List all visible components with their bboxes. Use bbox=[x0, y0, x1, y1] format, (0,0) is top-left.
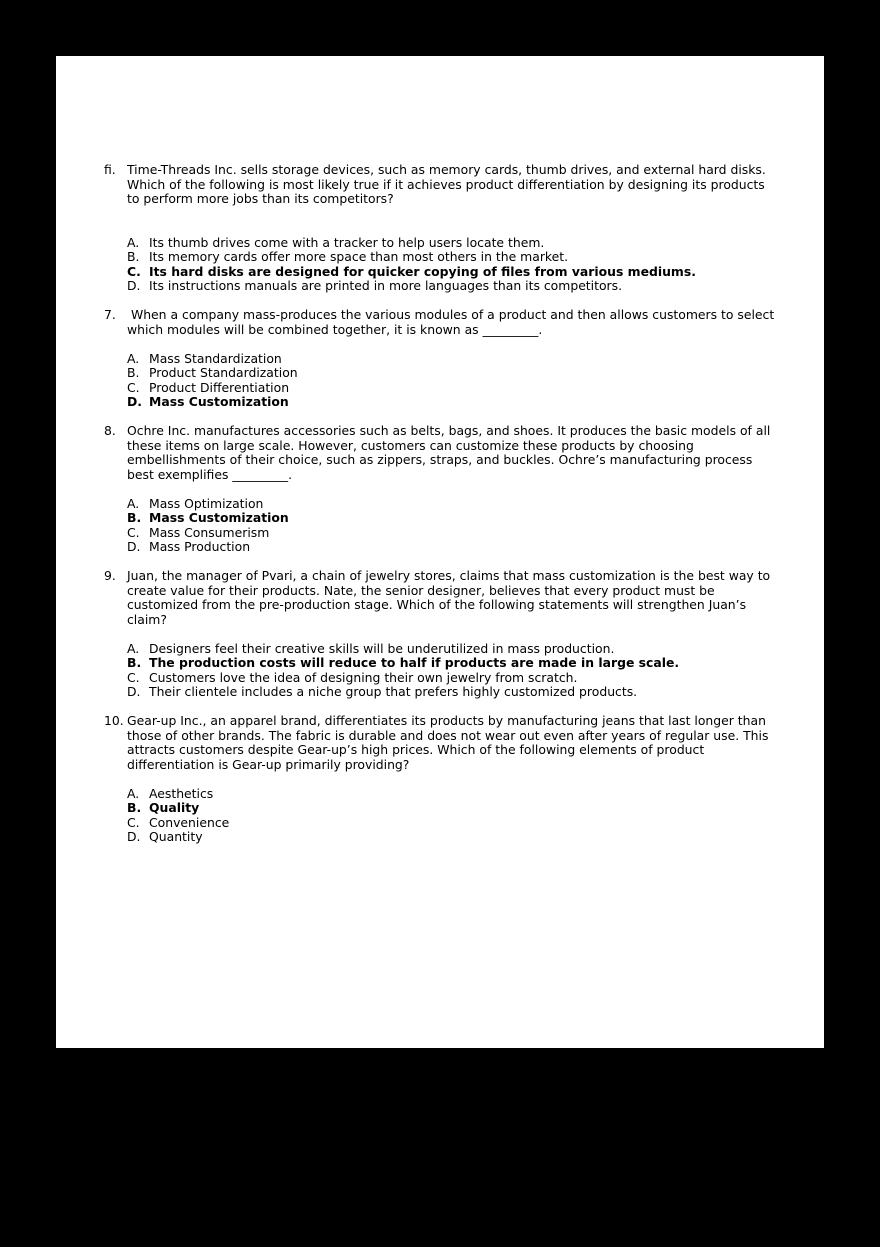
option-c bbox=[127, 816, 776, 831]
option-letter: A. bbox=[127, 640, 140, 656]
option-c bbox=[127, 671, 776, 686]
option-text: Quality bbox=[149, 800, 200, 815]
option-text: Mass Standardization bbox=[149, 350, 282, 366]
option-letter: A. bbox=[127, 785, 140, 801]
answer-options bbox=[104, 787, 776, 845]
question-number: fi. bbox=[104, 162, 116, 177]
option-b-correct bbox=[127, 801, 776, 816]
question-10 bbox=[104, 714, 776, 772]
question-text: Time-Threads Inc. sells storage devices, such as memory cards, thumb drives, and external hard disks. Which of the following is most likely true if it achieves product differentiation by designing its products to perform more jobs than its competitors? bbox=[127, 162, 766, 206]
question-number: 7. bbox=[104, 307, 116, 322]
option-a bbox=[127, 352, 776, 367]
option-a bbox=[127, 787, 776, 802]
option-letter: B. bbox=[127, 510, 142, 525]
option-b-correct bbox=[127, 511, 776, 526]
option-b bbox=[127, 250, 776, 265]
option-a bbox=[127, 236, 776, 251]
document-page bbox=[56, 56, 824, 1048]
option-c bbox=[127, 526, 776, 541]
option-text: Product Differentiation bbox=[149, 379, 290, 395]
option-letter: A. bbox=[127, 350, 140, 366]
question-6 bbox=[104, 163, 776, 207]
option-letter: C. bbox=[127, 263, 141, 279]
option-text: Their clientele includes a niche group that prefers highly customized products. bbox=[149, 684, 638, 699]
question-number: 8. bbox=[104, 423, 116, 438]
option-letter: C. bbox=[127, 814, 140, 830]
option-text: Customers love the idea of designing their own jewelry from scratch. bbox=[149, 669, 578, 685]
option-text: Its hard disks are designed for quicker copying of files from various mediums. bbox=[149, 263, 696, 279]
option-text: Mass Customization bbox=[149, 394, 289, 409]
option-letter: A. bbox=[127, 234, 140, 250]
option-d bbox=[127, 279, 776, 294]
question-text: Juan, the manager of Pvari, a chain of jewelry stores, claims that mass customization is the best way to create value for their products. Nate, the senior designer, believes that every product must be customized from the pre-production stage. Which of the following statements will strengthen Juan’s claim? bbox=[127, 568, 771, 627]
answer-options bbox=[104, 497, 776, 555]
option-letter: D. bbox=[127, 829, 141, 844]
option-d bbox=[127, 540, 776, 555]
option-text: Aesthetics bbox=[149, 785, 214, 801]
option-a bbox=[127, 497, 776, 512]
option-d bbox=[127, 830, 776, 845]
option-letter: B. bbox=[127, 365, 140, 380]
option-d bbox=[127, 685, 776, 700]
option-text: The production costs will reduce to half if products are made in large scale. bbox=[149, 655, 680, 670]
question-7 bbox=[104, 307, 779, 337]
option-text: Designers feel their creative skills will be underutilized in mass production. bbox=[149, 640, 615, 656]
option-c bbox=[127, 381, 776, 396]
option-letter: C. bbox=[127, 524, 140, 540]
option-letter: B. bbox=[127, 249, 140, 264]
option-letter: B. bbox=[127, 655, 142, 670]
answer-options bbox=[104, 352, 776, 410]
question-9 bbox=[104, 569, 776, 627]
option-letter: C. bbox=[127, 669, 140, 685]
option-text: Mass Production bbox=[149, 539, 251, 554]
option-a bbox=[127, 642, 776, 657]
option-b bbox=[127, 366, 776, 381]
option-text: Convenience bbox=[149, 814, 230, 830]
option-text: Mass Consumerism bbox=[149, 524, 270, 540]
option-letter: A. bbox=[127, 495, 140, 511]
option-letter: B. bbox=[127, 800, 142, 815]
answer-options bbox=[104, 236, 776, 294]
question-text: Ochre Inc. manufactures accessories such as belts, bags, and shoes. It produces the basic models of all these items on large scale. However, customers can customize these products by choosing embellishments of their choice, such as zippers, straps, and buckles. Ochre’s manufacturing process best exemplifies _________. bbox=[127, 423, 771, 482]
option-letter: D. bbox=[127, 539, 141, 554]
option-letter: D. bbox=[127, 278, 141, 293]
answer-options bbox=[104, 642, 776, 700]
option-text: Its instructions manuals are printed in more languages than its competitors. bbox=[149, 278, 623, 293]
option-text: Quantity bbox=[149, 829, 203, 844]
question-8 bbox=[104, 424, 776, 482]
option-text: Mass Customization bbox=[149, 510, 289, 525]
option-text: Its memory cards offer more space than most others in the market. bbox=[149, 249, 569, 264]
question-list bbox=[104, 162, 779, 845]
option-text: Product Standardization bbox=[149, 365, 298, 380]
option-d-correct bbox=[127, 395, 776, 410]
option-letter: D. bbox=[127, 394, 142, 409]
question-text: Gear-up Inc., an apparel brand, differentiates its products by manufacturing jeans that last longer than those of other brands. The fabric is durable and does not wear out even after years of regular use. This attracts customers despite Gear-up’s high prices. Which of the following elements of product differentiation is Gear-up primarily providing? bbox=[127, 713, 769, 772]
option-text: Its thumb drives come with a tracker to help users locate them. bbox=[149, 234, 545, 250]
option-letter: D. bbox=[127, 684, 141, 699]
option-b-correct bbox=[127, 656, 776, 671]
question-text: When a company mass-produces the various modules of a product and then allows customers to select which modules will be combined together, it is known as _________. bbox=[127, 307, 779, 337]
question-number: 10. bbox=[104, 713, 124, 728]
option-c-correct bbox=[127, 265, 776, 280]
option-text: Mass Optimization bbox=[149, 495, 264, 511]
question-number: 9. bbox=[104, 568, 116, 583]
option-letter: C. bbox=[127, 379, 140, 395]
